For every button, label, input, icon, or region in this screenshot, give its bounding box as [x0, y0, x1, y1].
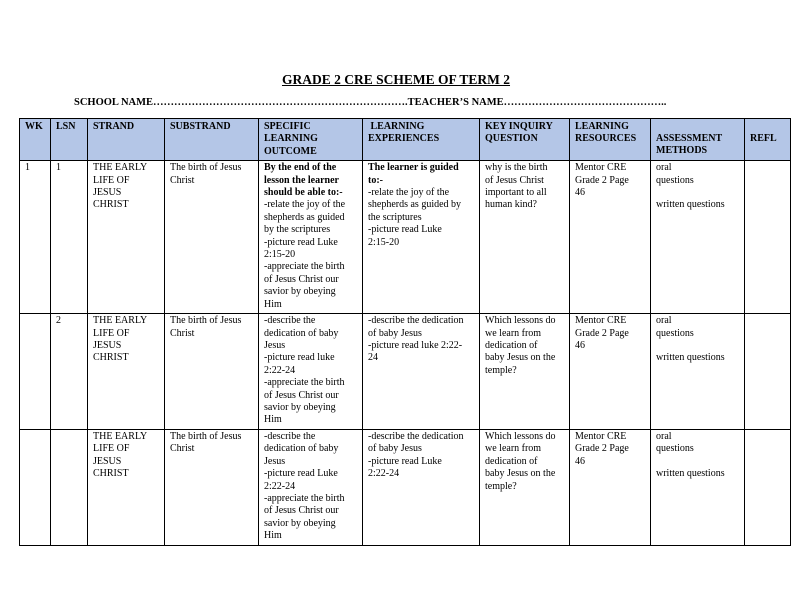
outcome-line: -picture read luke [264, 352, 335, 364]
assessment-line: oral [656, 162, 672, 174]
header-assessment-line: ASSESSMENT [656, 133, 723, 144]
experiences-line: -picture read Luke [368, 224, 442, 236]
cell-resources [570, 429, 651, 545]
header-outcome [259, 119, 363, 161]
inquiry-line: why is the birth [485, 162, 548, 174]
cell-lsn [51, 429, 88, 545]
experiences-line: 2:22-24 [368, 468, 400, 480]
header-refl [745, 119, 791, 161]
substrand-line: The birth of Jesus [170, 430, 242, 442]
strand-line: THE EARLY [93, 162, 148, 174]
assessment-line: questions [656, 443, 694, 455]
strand-line: LIFE OF [93, 443, 130, 455]
strand-line: JESUS [93, 455, 122, 467]
cell-strand [88, 161, 165, 314]
header-row [20, 119, 791, 161]
experiences-intro-line: The learner is guided [368, 162, 459, 174]
inquiry-line: Which lessons do [485, 315, 556, 327]
outcome-line: by the scriptures [264, 224, 331, 236]
experiences-line: 2:15-20 [368, 236, 400, 248]
resources-line: Mentor CRE [575, 430, 627, 442]
inquiry-line: temple? [485, 364, 517, 376]
strand-line: JESUS [93, 340, 122, 352]
cell-assessment [651, 429, 745, 545]
inquiry-line: dedication of [485, 340, 538, 352]
document-title: GRADE 2 CRE SCHEME OF TERM 2 [281, 72, 511, 87]
header-experiences-line: EXPERIENCES [368, 133, 440, 145]
cell-strand [88, 314, 165, 430]
experiences-line: -describe the dedication [368, 430, 464, 442]
outcome-line: savior by obeying [264, 286, 336, 298]
assessment-line: written questions [656, 199, 725, 211]
cell-wk: 1 [20, 161, 51, 314]
header-resources-line: LEARNING [575, 121, 629, 132]
outcome-line: dedication of baby [264, 327, 339, 339]
outcome-intro-line: lesson the learner [264, 174, 339, 186]
strand-line: THE EARLY [93, 430, 148, 442]
cell-wk [20, 314, 51, 430]
header-outcome-line: SPECIFIC [264, 121, 311, 132]
assessment-line: oral [656, 430, 672, 442]
header-substrand: SUBSTRAND [165, 119, 259, 161]
table-row [20, 314, 791, 430]
header-outcome-line: LEARNING [264, 133, 318, 145]
scheme-table [19, 118, 791, 546]
inquiry-line: we learn from [485, 327, 542, 339]
cell-resources [570, 161, 651, 314]
inquiry-line: important to all [485, 187, 547, 199]
experiences-intro-line: to:- [368, 174, 383, 186]
strand-line: CHRIST [93, 352, 129, 364]
substrand-line: Christ [170, 327, 195, 339]
header-resources-line: RESOURCES [575, 133, 637, 145]
substrand-line: The birth of Jesus [170, 315, 242, 327]
outcome-line: -appreciate the birth [264, 377, 345, 389]
assessment-line: questions [656, 174, 694, 186]
outcome-line: of Jesus Christ our [264, 389, 339, 401]
experiences-line: -describe the dedication [368, 315, 464, 327]
school-teacher-line: SCHOOL NAME……………………………………………………………….TEACHER’S NAME……………………………………….. [74, 97, 667, 108]
outcome-line: -relate the joy of the [264, 199, 346, 211]
outcome-line: savior by obeying [264, 517, 336, 529]
header-inquiry [480, 119, 570, 161]
inquiry-line: temple? [485, 480, 517, 492]
outcome-intro-line: By the end of the [264, 162, 337, 174]
cell-inquiry [480, 161, 570, 314]
cell-outcome [259, 314, 363, 430]
resources-line: 46 [575, 455, 585, 467]
outcome-line: Him [264, 414, 282, 426]
header-strand: STRAND [88, 119, 165, 161]
experiences-line: -relate the joy of the [368, 187, 450, 199]
assessment-line: questions [656, 327, 694, 339]
strand-line: JESUS [93, 187, 122, 199]
experiences-line: 24 [368, 352, 378, 364]
cell-substrand [165, 161, 259, 314]
cell-strand [88, 429, 165, 545]
strand-line: CHRIST [93, 199, 129, 211]
resources-line: 46 [575, 340, 585, 352]
header-inquiry-line: QUESTION [485, 133, 538, 145]
outcome-line: dedication of baby [264, 443, 339, 455]
cell-outcome [259, 429, 363, 545]
outcome-line: 2:22-24 [264, 364, 296, 376]
strand-line: LIFE OF [93, 174, 130, 186]
cell-inquiry [480, 429, 570, 545]
inquiry-line: human kind? [485, 199, 537, 211]
cell-experiences [363, 161, 480, 314]
resources-line: Grade 2 Page [575, 174, 629, 186]
resources-line: Mentor CRE [575, 162, 627, 174]
inquiry-line: of Jesus Christ [485, 174, 544, 186]
outcome-line: savior by obeying [264, 402, 336, 414]
experiences-line: the scriptures [368, 211, 422, 223]
experiences-line: shepherds as guided by [368, 199, 462, 211]
cell-substrand [165, 429, 259, 545]
cell-experiences [363, 314, 480, 430]
header-assessment [651, 119, 745, 161]
cell-wk [20, 429, 51, 545]
cell-lsn: 2 [51, 314, 88, 430]
substrand-line: Christ [170, 443, 195, 455]
outcome-line: Him [264, 298, 282, 310]
resources-line: Mentor CRE [575, 315, 627, 327]
experiences-line: of baby Jesus [368, 327, 422, 339]
cell-outcome [259, 161, 363, 314]
strand-line: LIFE OF [93, 327, 130, 339]
inquiry-line: we learn from [485, 443, 542, 455]
resources-line: Grade 2 Page [575, 443, 629, 455]
header-lsn: LSN [51, 119, 88, 161]
assessment-line: written questions [656, 352, 725, 364]
outcome-intro-line: should be able to:- [264, 187, 343, 199]
strand-line: CHRIST [93, 468, 129, 480]
cell-refl [745, 314, 791, 430]
resources-line: 46 [575, 187, 585, 199]
cell-lsn: 1 [51, 161, 88, 314]
outcome-line: -appreciate the birth [264, 261, 345, 273]
cell-substrand [165, 314, 259, 430]
cell-resources [570, 314, 651, 430]
inquiry-line: Which lessons do [485, 430, 556, 442]
outcome-line: -describe the [264, 430, 316, 442]
resources-line: Grade 2 Page [575, 327, 629, 339]
header-wk: WK [20, 119, 51, 161]
outcome-line: -picture read Luke [264, 468, 338, 480]
experiences-line: of baby Jesus [368, 443, 422, 455]
strand-line: THE EARLY [93, 315, 148, 327]
outcome-line: 2:15-20 [264, 249, 296, 261]
experiences-line: -picture read Luke [368, 455, 442, 467]
header-experiences-line: LEARNING [368, 121, 425, 132]
header-inquiry-line: KEY INQUIRY [485, 121, 553, 132]
experiences-line: -picture read luke 2:22- [368, 340, 463, 352]
outcome-line: -describe the [264, 315, 316, 327]
header-resources [570, 119, 651, 161]
outcome-line: of Jesus Christ our [264, 505, 339, 517]
header-outcome-line: OUTCOME [264, 145, 317, 157]
cell-refl [745, 429, 791, 545]
outcome-line: -picture read Luke [264, 236, 338, 248]
inquiry-line: dedication of [485, 455, 538, 467]
header-experiences [363, 119, 480, 161]
outcome-line: -appreciate the birth [264, 492, 345, 504]
table-row [20, 161, 791, 314]
outcome-line: shepherds as guided [264, 211, 345, 223]
assessment-line: written questions [656, 467, 725, 479]
outcome-line: of Jesus Christ our [264, 273, 339, 285]
inquiry-line: baby Jesus on the [485, 468, 556, 480]
substrand-line: Christ [170, 174, 195, 186]
inquiry-line: baby Jesus on the [485, 352, 556, 364]
substrand-line: The birth of Jesus [170, 162, 242, 174]
cell-refl [745, 161, 791, 314]
header-assessment-line: METHODS [656, 145, 708, 157]
cell-experiences [363, 429, 480, 545]
outcome-line: Jesus [264, 455, 286, 467]
header-refl-line: REFL [750, 133, 777, 144]
table-row [20, 429, 791, 545]
assessment-line: oral [656, 315, 672, 327]
outcome-line: 2:22-24 [264, 480, 296, 492]
cell-assessment [651, 314, 745, 430]
cell-inquiry [480, 314, 570, 430]
cell-assessment [651, 161, 745, 314]
outcome-line: Jesus [264, 340, 286, 352]
outcome-line: Him [264, 530, 282, 542]
